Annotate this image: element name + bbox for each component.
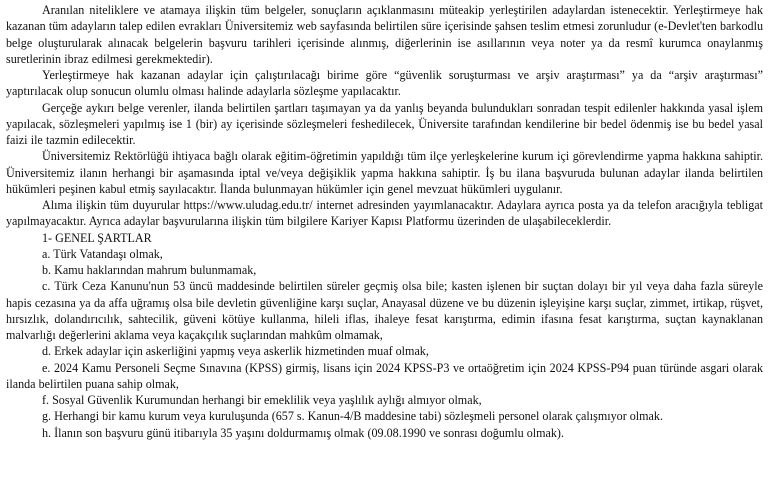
condition-item: g. Herhangi bir kamu kurum veya kuruluşunda (657 s. Kanun-4/B maddesine tabi) sözleşmeli personel olarak çalışmıyor olmak. — [42, 409, 663, 424]
condition-item: f. Sosyal Güvenlik Kurumundan herhangi bir emeklilik veya yaşlılık aylığı almıyor olmak, — [42, 393, 482, 407]
paragraph-documents: Aranılan niteliklere ve atamaya ilişkin tüm belgeler, sonuçların açıklanmasını müteakip yerleştirilen adaylardan istenecektir. Yerleştirmeye hak kazanan tüm adayların talep edilen evrakları Üniversitemiz web sayfasında belirtilen süre içerisinde şahsen teslim etmesi zorunludur (e-Devlet'ten barkodlu belge oluşturularak alınacak belgelerin başvuru tarihleri içerisinde alınmış, diğerlerinin ise asıllarının veya noter ya da resmî kurumca onaylanmış suretlerinin ibraz edilmesi gerekmektedir). — [6, 3, 763, 66]
paragraph-false-documents: Gerçeğe aykırı belge verenler, ilanda belirtilen şartları taşımayan ya da yanlış beyanda bulundukları sonradan tespit edilenler hakkında yasal işlem yapılacak, sözleşmeleri yapılmış ise 1 (bir) ay içerisinde sözleşmeleri feshedilecek, Üniversite tarafından kendilerine bir bedel ödenmiş ise bu bedel yasal faizi ile tazmin edilecektir. — [6, 100, 763, 147]
condition-item: e. 2024 Kamu Personeli Seçme Sınavına (KPSS) girmiş, lisans için 2024 KPSS-P3 ve ortaöğretim için 2024 KPSS-P94 puan türünde asgari olarak ilanda belirtilen puana sahip olmak, — [6, 360, 763, 391]
condition-item: a. Türk Vatandaşı olmak, — [42, 246, 163, 261]
section-title: 1- GENEL ŞARTLAR — [42, 230, 152, 245]
paragraph-security-check: Yerleştirmeye hak kazanan adaylar için çalıştırılacağı birime göre “güvenlik soruşturması ve arşiv araştırması” ya da “arşiv araştırması” yaptırılacak olup sonucun olumlu olması halinde adaylarla sözleşme yapılacaktır. — [6, 68, 763, 99]
condition-item: d. Erkek adaylar için askerliğini yapmış veya askerlik hizmetinden muaf olmak, — [42, 344, 429, 359]
condition-item: h. İlanın son başvuru günü itibarıyla 35 yaşını doldurmamış olmak (09.08.1990 ve sonrası doğumlu olmak). — [42, 425, 564, 440]
condition-item: b. Kamu haklarından mahrum bulunmamak, — [42, 263, 257, 277]
condition-item: c. Türk Ceza Kanunu'nun 53 üncü maddesinde belirtilen süreler geçmiş olsa bile; kasten işlenen bir suçtan dolayı bir yıl veya daha fazla süreyle hapis cezasına ya da affa uğramış olsa bile devletin güvenliğine karşı suçlar, Anayasal düzene ve bu düzenin işleyişine karşı suçlar, zimmet, irtikap, rüşvet, hırsızlık, dolandırıcılık, sahtecilik, güveni kötüye kullanma, hileli iflas, ihaleye fesat karıştırma, edimin ifasına fesat karıştırma, suçtan kaynaklanan malvarlığı değerlerini aklama veya kaçakçılık suçlarından mahkûm olmamak, — [6, 279, 763, 342]
paragraph-announcements: Alıma ilişkin tüm duyurular https://www.uludag.edu.tr/ internet adresinden yayımlanacaktır. Adaylara ayrıca posta ya da telefon aracığıyla tebligat yapılmayacaktır. Ayrıca adaylar başvurularına ilişkin tüm bilgilere Kariyer Kapısı Platformu üzerinden de ulaşabileceklerdir. — [6, 198, 763, 229]
paragraph-rectorate-rights: Üniversitemiz Rektörlüğü ihtiyaca bağlı olarak eğitim-öğretimin yapıldığı tüm ilçe yerleşkelerine kurum içi görevlendirme yapma hakkına sahiptir. Üniversitemiz ilanın herhangi bir aşamasında iptal ve/veya değişiklik yapma hakkına sahiptir. İş bu ilana başvuruda bulunan adaylar ilanda belirtilen hükümleri peşinen kabul etmiş sayılacaktır. İlanda bulunmayan hükümler için genel mevzuat hükümleri uygulanır. — [6, 149, 763, 196]
